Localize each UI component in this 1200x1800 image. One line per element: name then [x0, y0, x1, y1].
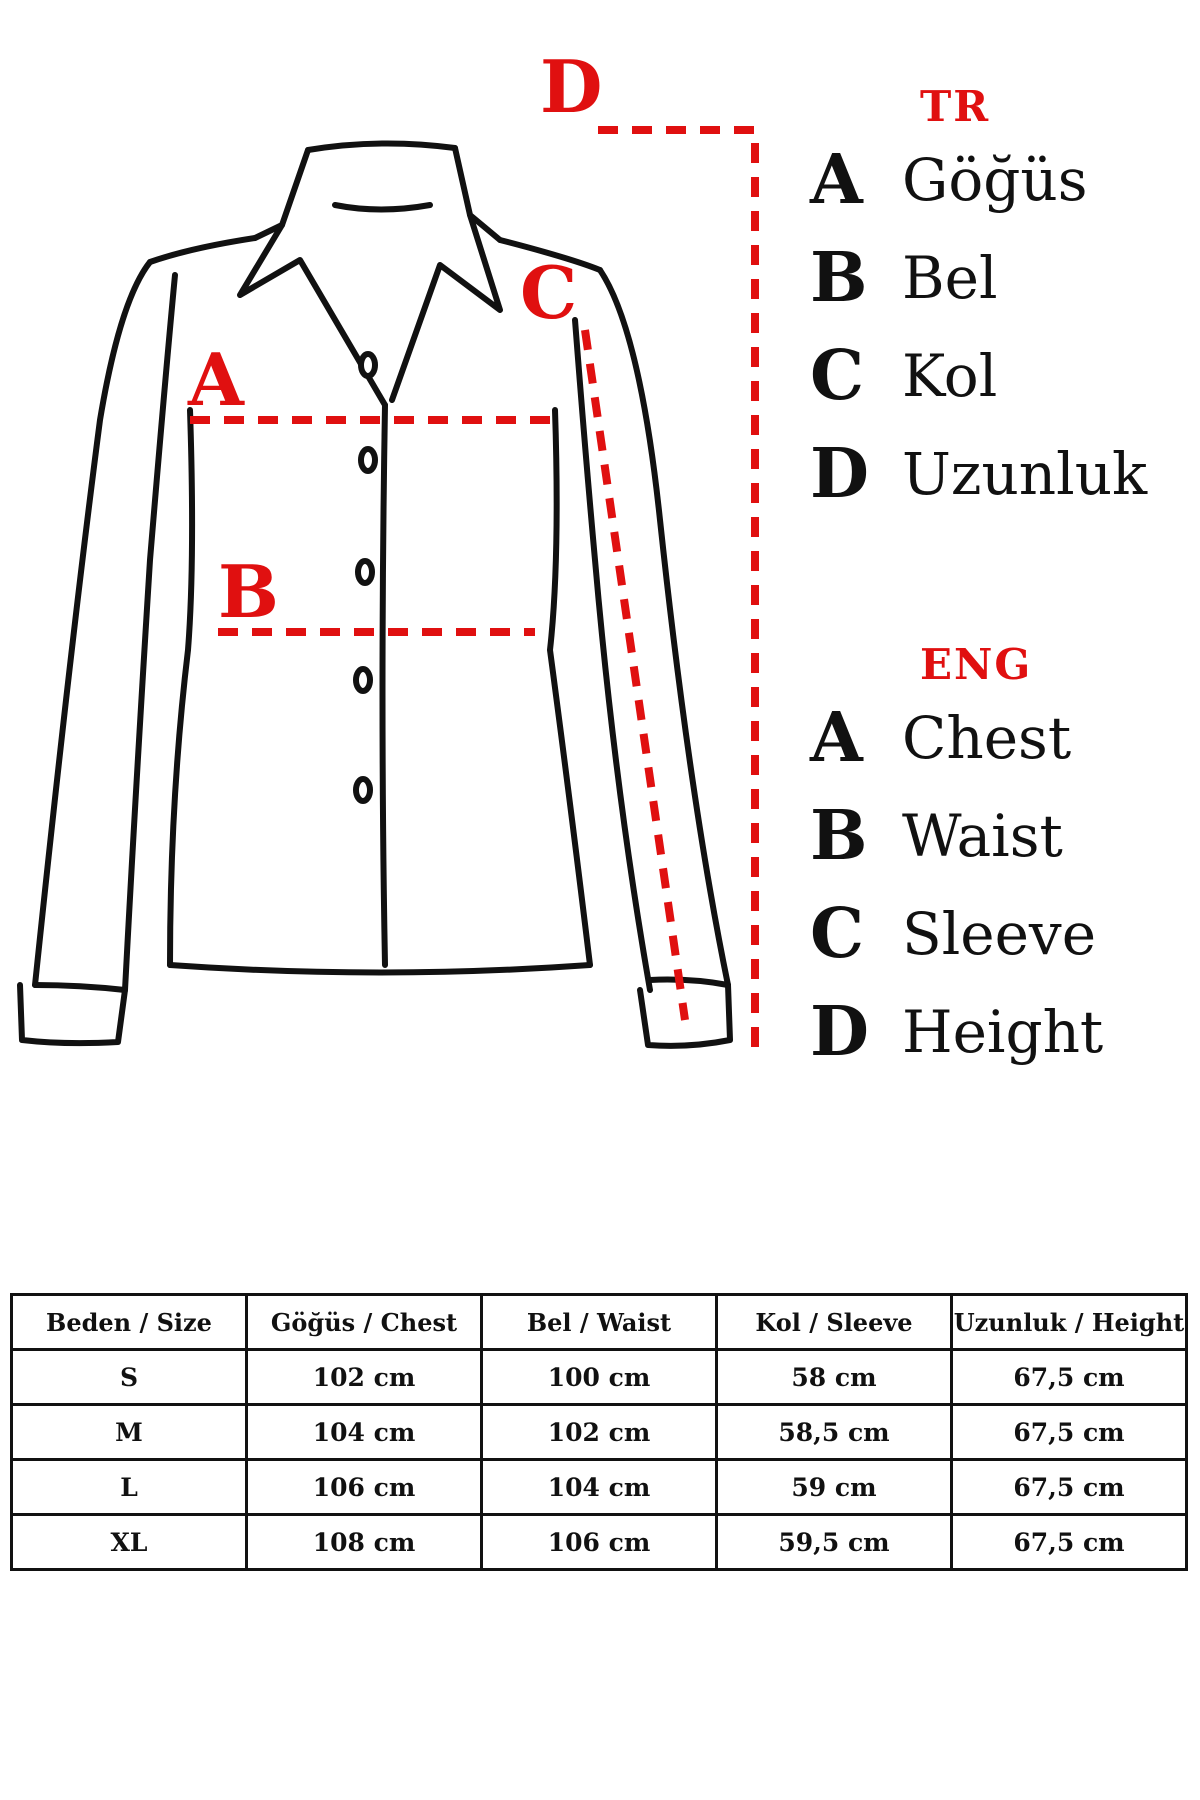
legend-letter: D [810, 992, 869, 1072]
legend-label: Kol [902, 342, 998, 410]
cell-waist: 106 cm [482, 1515, 717, 1570]
legend-letter: D [810, 434, 869, 514]
marker-b: B [218, 549, 279, 634]
legend-label: Height [902, 998, 1104, 1066]
legend-label: Bel [902, 244, 998, 312]
height-measure-line [598, 130, 755, 1050]
cell-sleeve: 58,5 cm [717, 1405, 952, 1460]
legend-letter: C [810, 894, 865, 974]
marker-a: A [188, 337, 244, 422]
cell-height: 67,5 cm [952, 1350, 1187, 1405]
legend-item [810, 689, 1170, 787]
cell-size: M [12, 1405, 247, 1460]
cell-sleeve: 59 cm [717, 1460, 952, 1515]
legend-tr-heading: TR [920, 82, 991, 131]
shirt-button [356, 669, 370, 691]
legend-tr [810, 82, 1170, 523]
header-waist: Bel / Waist [482, 1295, 717, 1350]
legend-label: Göğüs [902, 146, 1088, 214]
legend-item [810, 983, 1170, 1081]
marker-c: C [520, 250, 578, 335]
legend-label: Waist [902, 802, 1063, 870]
table-row [12, 1515, 1187, 1570]
legend-item [810, 131, 1170, 229]
marker-d: D [540, 44, 603, 129]
legend-label: Uzunluk [902, 440, 1148, 508]
cell-sleeve: 59,5 cm [717, 1515, 952, 1570]
cell-size: XL [12, 1515, 247, 1570]
cell-size: L [12, 1460, 247, 1515]
shirt-button [361, 354, 375, 376]
legend-item [810, 229, 1170, 327]
shirt-outline [20, 143, 730, 1045]
shirt-button [361, 449, 375, 471]
legend-letter: A [810, 140, 863, 220]
table-row [12, 1350, 1187, 1405]
cell-chest: 102 cm [247, 1350, 482, 1405]
cell-waist: 100 cm [482, 1350, 717, 1405]
cell-height: 67,5 cm [952, 1515, 1187, 1570]
cell-waist: 102 cm [482, 1405, 717, 1460]
legend-item [810, 787, 1170, 885]
header-sleeve: Kol / Sleeve [717, 1295, 952, 1350]
table-row [12, 1460, 1187, 1515]
header-chest: Göğüs / Chest [247, 1295, 482, 1350]
shirt-button [358, 561, 372, 583]
size-table [10, 1293, 1188, 1571]
legend-letter: C [810, 336, 865, 416]
table-header-row [12, 1295, 1187, 1350]
legend-item [810, 425, 1170, 523]
legend-eng-heading: ENG [920, 640, 1033, 689]
legend-letter: A [810, 698, 863, 778]
cell-height: 67,5 cm [952, 1460, 1187, 1515]
legend-item [810, 327, 1170, 425]
cell-chest: 106 cm [247, 1460, 482, 1515]
table-row [12, 1405, 1187, 1460]
legend-label: Sleeve [902, 900, 1097, 968]
shirt-button [356, 779, 370, 801]
legend-item [810, 885, 1170, 983]
cell-height: 67,5 cm [952, 1405, 1187, 1460]
cell-chest: 104 cm [247, 1405, 482, 1460]
cell-size: S [12, 1350, 247, 1405]
legend-letter: B [810, 238, 868, 318]
cell-sleeve: 58 cm [717, 1350, 952, 1405]
header-height: Uzunluk / Height [952, 1295, 1187, 1350]
header-size: Beden / Size [12, 1295, 247, 1350]
cell-waist: 104 cm [482, 1460, 717, 1515]
legend-letter: B [810, 796, 868, 876]
legend-eng [810, 640, 1170, 1081]
legend-label: Chest [902, 704, 1072, 772]
cell-chest: 108 cm [247, 1515, 482, 1570]
